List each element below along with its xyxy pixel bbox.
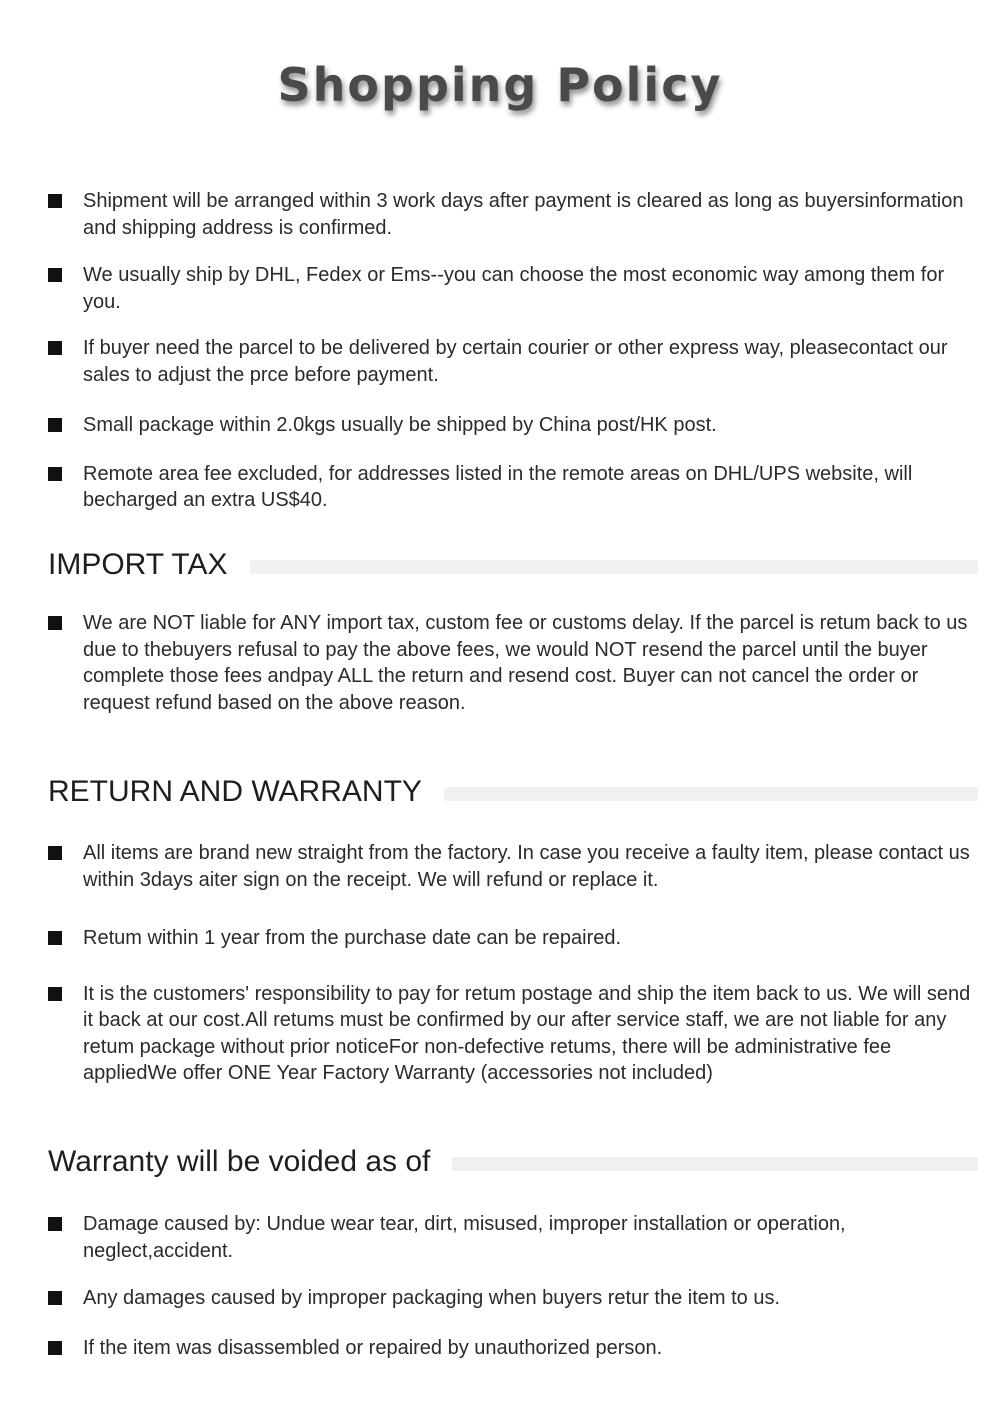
item-text: Damage caused by: Undue wear tear, dirt, misused, improper installation or operation, neglect,accident.: [83, 1213, 846, 1262]
import-tax-section: [48, 545, 978, 585]
list-item: [48, 610, 978, 716]
list-item: [48, 461, 978, 514]
square-bullet-icon: [48, 194, 62, 208]
list-item: [48, 1211, 978, 1264]
item-text: All items are brand new straight from the factory. In case you receive a faulty item, please contact us within 3days aiter sign on the receipt. We will refund or replace it.: [83, 842, 970, 891]
section-divider: [250, 560, 979, 574]
item-text: Small package within 2.0kgs usually be shipped by China post/HK post.: [83, 414, 717, 436]
list-item: [48, 188, 978, 241]
square-bullet-icon: [48, 418, 62, 432]
square-bullet-icon: [48, 1291, 62, 1305]
list-item: [48, 981, 978, 1087]
item-text: We are NOT liable for ANY import tax, custom fee or customs delay. If the parcel is retum back to us due to thebuyers refusal to pay the above fees, we would NOT resend the parcel until the buyer complete those fees andpay ALL the return and resend cost. Buyer can not cancel the order or request refund based on the above reason.: [83, 612, 968, 714]
square-bullet-icon: [48, 616, 62, 630]
list-item: [48, 840, 978, 893]
item-text: We usually ship by DHL, Fedex or Ems--you can choose the most economic way among them for you.: [83, 264, 945, 313]
import-tax-list: [48, 610, 978, 716]
section-header: [48, 772, 978, 812]
item-text: It is the customers' responsibility to pay for retum postage and ship the item back to us. We will send it back at our cost.All retums must be confirmed by our after service staff, we are not liable for any retum package without prior noticeFor non-defective retums, there will be administrative fee appliedWe offer ONE Year Factory Warranty (accessories not included): [83, 982, 971, 1084]
return-warranty-list: [48, 840, 978, 1087]
item-text: If the item was disassembled or repaired by unauthorized person.: [83, 1336, 663, 1359]
item-text: Shipment will be arranged within 3 work days after payment is cleared as long as buyersinformation and shipping address is confirmed.: [83, 190, 964, 239]
item-text: Remote area fee excluded, for addresses listed in the remote areas on DHL/UPS website, will becharged an extra US$40.: [83, 462, 913, 511]
square-bullet-icon: [48, 467, 62, 481]
return-warranty-section: [48, 772, 978, 812]
list-item: [48, 925, 978, 952]
list-item: [48, 262, 978, 315]
square-bullet-icon: [48, 1217, 62, 1231]
list-item: [48, 1285, 978, 1312]
list-item: [48, 1335, 978, 1362]
warranty-void-list: [48, 1211, 978, 1361]
shipping-list: [48, 188, 978, 514]
square-bullet-icon: [48, 987, 62, 1001]
item-text: Any damages caused by improper packaging when buyers retur the item to us.: [83, 1287, 781, 1309]
square-bullet-icon: [48, 268, 62, 282]
page-title: Shopping Policy: [277, 58, 723, 112]
section-heading: RETURN AND WARRANTY: [48, 775, 422, 808]
warranty-void-section: [48, 1142, 978, 1182]
square-bullet-icon: [48, 341, 62, 355]
section-divider: [452, 1157, 978, 1171]
section-heading: Warranty will be voided as of: [48, 1145, 431, 1178]
section-divider: [444, 787, 978, 801]
square-bullet-icon: [48, 846, 62, 860]
square-bullet-icon: [48, 931, 62, 945]
section-heading: IMPORT TAX: [48, 548, 228, 581]
item-text: Retum within 1 year from the purchase date can be repaired.: [83, 927, 622, 949]
list-item: [48, 335, 978, 388]
square-bullet-icon: [48, 1341, 62, 1355]
section-header: [48, 1142, 978, 1182]
list-item: [48, 412, 978, 439]
item-text: If buyer need the parcel to be delivered by certain courier or other express way, pleasecontact our sales to adjust the prce before payment.: [83, 337, 948, 386]
section-header: [48, 545, 978, 585]
